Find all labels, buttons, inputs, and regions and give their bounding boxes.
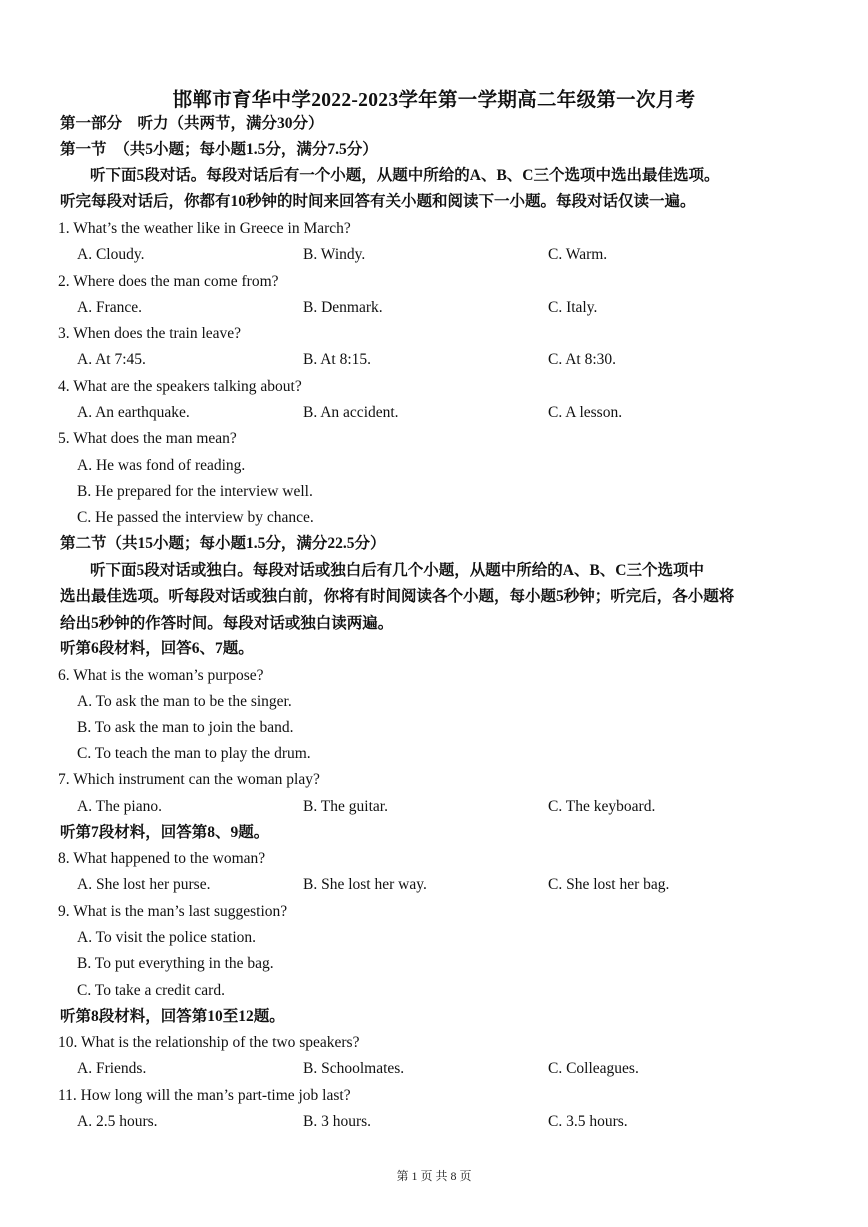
question-9: 9. What is the man’s last suggestion? [58,903,288,920]
exam-title: 邯郸市育华中学2022-2023学年第一学期高二年级第一次月考 [172,90,696,111]
q11-option-b: B. 3 hours. [303,1113,372,1130]
q7-option-b: B. The guitar. [303,798,388,815]
q4-option-a: A. An earthquake. [77,404,190,421]
material-6-heading: 听第6段材料，回答6、7题。 [60,640,254,657]
section2-heading: 第二节（共15小题；每小题1.5分，满分22.5分） [60,535,386,552]
q10-option-b: B. Schoolmates. [303,1060,405,1077]
question-6: 6. What is the woman’s purpose? [58,667,264,684]
q11-option-a: A. 2.5 hours. [77,1113,158,1130]
q2-option-a: A. France. [77,299,142,316]
question-1: 1. What’s the weather like in Greece in March? [58,220,351,237]
q5-option-b: B. He prepared for the interview well. [77,483,313,500]
question-7: 7. Which instrument can the woman play? [58,771,320,788]
material-7-heading: 听第7段材料，回答第8、9题。 [60,824,270,841]
q3-option-b: B. At 8:15. [303,351,372,368]
section2-instructions [60,558,812,637]
q2-option-b: B. Denmark. [303,299,383,316]
page-footer: 第 1 页 共 8 页 [396,1169,472,1183]
question-8: 8. What happened to the woman? [58,850,266,867]
question-5: 5. What does the man mean? [58,430,237,447]
q4-option-b: B. An accident. [303,404,399,421]
q6-option-a: A. To ask the man to be the singer. [77,693,292,710]
q1-option-c: C. Warm. [548,246,608,263]
section1-heading: 第一节 （共5小题；每小题1.5分，满分7.5分） [60,141,378,158]
question-11: 11. How long will the man’s part-time job last? [58,1087,351,1104]
q3-option-a: A. At 7:45. [77,351,146,368]
question-2: 2. Where does the man come from? [58,273,279,290]
q3-option-c: C. At 8:30. [548,351,617,368]
material-8-heading: 听第8段材料，回答第10至12题。 [60,1008,285,1025]
section2-instr-line1: 听下面5段对话或独白。每段对话或独白后有几个小题，从题中所给的A、B、C三个选项中 [90,562,704,579]
question-10: 10. What is the relationship of the two speakers? [58,1034,360,1051]
q4-option-c: C. A lesson. [548,404,623,421]
q10-option-a: A. Friends. [77,1060,147,1077]
q6-option-b: B. To ask the man to join the band. [77,719,294,736]
q11-option-c: C. 3.5 hours. [548,1113,628,1130]
question-4: 4. What are the speakers talking about? [58,378,302,395]
q9-option-a: A. To visit the police station. [77,929,257,946]
section2-instr-line2: 选出最佳选项。听每段对话或独白前，你将有时间阅读各个小题，每小题5秒钟；听完后，各小题将 [60,588,735,606]
section2-instr-line3: 给出5秒钟的作答时间。每段对话或独白读两遍。 [60,614,394,632]
question-3: 3. When does the train leave? [58,325,242,342]
q8-option-a: A. She lost her purse. [77,876,211,893]
q9-option-c: C. To take a credit card. [77,982,225,999]
q2-option-c: C. Italy. [548,299,598,316]
q5-option-c: C. He passed the interview by chance. [77,509,314,526]
q7-option-c: C. The keyboard. [548,798,656,815]
q5-option-a: A. He was fond of reading. [77,457,246,474]
q9-option-b: B. To put everything in the bag. [77,955,274,972]
q1-option-a: A. Cloudy. [77,246,145,263]
section1-instr-line1: 听下面5段对话。每段对话后有一个小题，从题中所给的A、B、C三个选项中选出最佳选项。 [90,167,720,184]
q10-option-c: C. Colleagues. [548,1060,639,1077]
section1-instructions [60,163,812,216]
q8-option-b: B. She lost her way. [303,876,427,893]
q6-option-c: C. To teach the man to play the drum. [77,745,311,762]
q8-option-c: C. She lost her bag. [548,876,670,893]
q7-option-a: A. The piano. [77,798,162,815]
part-heading: 第一部分 听力（共两节，满分30分） [60,115,324,132]
q1-option-b: B. Windy. [303,246,366,263]
section1-instr-line2: 听完每段对话后，你都有10秒钟的时间来回答有关小题和阅读下一小题。每段对话仅读一遍。 [60,193,696,211]
